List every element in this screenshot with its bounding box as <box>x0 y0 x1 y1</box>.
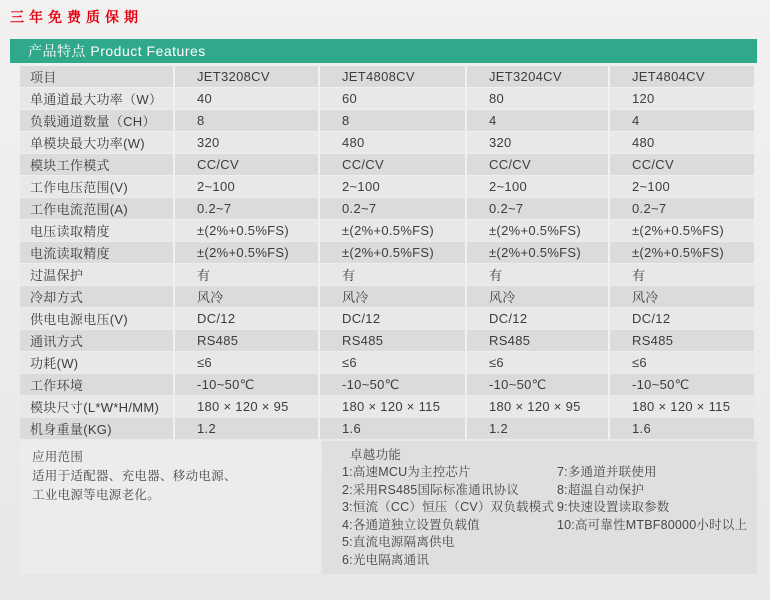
spec-cell-label: 功耗(W) <box>30 356 79 371</box>
application-title: 应用范围 <box>32 450 84 464</box>
spec-cell-label: 负载通道数量（CH） <box>30 114 156 129</box>
spec-cell-value: 320 <box>173 132 318 153</box>
spec-cell-value: 风冷 <box>318 286 465 307</box>
spec-cell-label: 项目 <box>30 70 57 85</box>
spec-cell-value: JET3204CV <box>465 66 608 87</box>
spec-cell-value: ±(2%+0.5%FS) <box>465 242 608 263</box>
spec-cell-value: 2~100 <box>608 176 754 197</box>
spec-cell-label: 通讯方式 <box>30 334 84 349</box>
spec-cell-value: 480 <box>608 132 754 153</box>
table-row <box>20 396 754 417</box>
spec-cell-value: 有 <box>465 264 608 285</box>
feature-item: 8:超温自动保护 <box>557 482 645 497</box>
table-header-row <box>20 66 754 87</box>
spec-cell-value: 180 × 120 × 115 <box>318 396 465 417</box>
spec-cell-value: 有 <box>173 264 318 285</box>
spec-cell-value: 2~100 <box>173 176 318 197</box>
spec-cell-value: 1.6 <box>608 418 754 439</box>
application-line-1: 适用于适配器、充电器、移动电源、 <box>32 469 237 483</box>
spec-cell-value: 4 <box>608 110 754 131</box>
table-row <box>20 154 754 175</box>
spec-cell-value: 8 <box>318 110 465 131</box>
table-row <box>20 330 754 351</box>
spec-cell-value: ±(2%+0.5%FS) <box>173 242 318 263</box>
table-row <box>20 264 754 285</box>
spec-cell-value: RS485 <box>608 330 754 351</box>
spec-cell-value: 0.2~7 <box>318 198 465 219</box>
spec-cell-value: 480 <box>318 132 465 153</box>
features-panel <box>322 441 757 574</box>
spec-cell-label: 电压读取精度 <box>30 224 110 239</box>
feature-item: 6:光电隔离通讯 <box>342 552 430 567</box>
spec-cell-value: 180 × 120 × 95 <box>173 396 318 417</box>
feature-item: 10:高可靠性MTBF80000小时以上 <box>557 517 748 532</box>
table-row <box>20 220 754 241</box>
spec-cell-value: 0.2~7 <box>465 198 608 219</box>
spec-cell-value: ≤6 <box>608 352 754 373</box>
spec-cell-value: ±(2%+0.5%FS) <box>318 220 465 241</box>
features-list-left <box>322 464 557 569</box>
table-row <box>20 242 754 263</box>
spec-cell-value: ±(2%+0.5%FS) <box>465 220 608 241</box>
spec-cell-value: 180 × 120 × 95 <box>465 396 608 417</box>
feature-item: 2:采用RS485国际标准通讯协议 <box>342 482 520 497</box>
feature-item: 7:多通道并联使用 <box>557 465 657 479</box>
spec-cell-value: ≤6 <box>173 352 318 373</box>
spec-cell-value: 风冷 <box>173 286 318 307</box>
spec-cell-value: CC/CV <box>465 154 608 175</box>
spec-cell-label: 单模块最大功率(W) <box>30 136 145 151</box>
spec-cell-label: 电流读取精度 <box>30 246 110 261</box>
spec-cell-value: JET3208CV <box>173 66 318 87</box>
spec-cell-value: 60 <box>318 88 465 109</box>
spec-cell-value: 2~100 <box>465 176 608 197</box>
spec-cell-value: ±(2%+0.5%FS) <box>608 242 754 263</box>
spec-cell-label: 过温保护 <box>30 268 84 283</box>
application-panel <box>20 441 320 574</box>
spec-cell-value: 0.2~7 <box>173 198 318 219</box>
table-row <box>20 374 754 395</box>
spec-cell-label: 模块尺寸(L*W*H/MM) <box>30 400 160 415</box>
spec-cell-value: -10~50℃ <box>608 374 754 395</box>
spec-cell-value: -10~50℃ <box>173 374 318 395</box>
spec-cell-label: 冷却方式 <box>30 290 84 305</box>
spec-cell-label: 工作电流范围(A) <box>30 202 129 217</box>
table-row <box>20 286 754 307</box>
spec-cell-value: ≤6 <box>318 352 465 373</box>
spec-cell-label: 模块工作模式 <box>30 158 110 173</box>
table-row <box>20 110 754 131</box>
spec-cell-value: JET4808CV <box>318 66 465 87</box>
spec-cell-value: RS485 <box>173 330 318 351</box>
spec-cell-value: RS485 <box>318 330 465 351</box>
spec-cell-value: 风冷 <box>608 286 754 307</box>
feature-item: 3:恒流（CC）恒压（CV）双负载模式 <box>342 500 555 514</box>
feature-item: 1:高速MCU为主控芯片 <box>342 465 471 479</box>
spec-cell-value: ±(2%+0.5%FS) <box>318 242 465 263</box>
table-row <box>20 88 754 109</box>
spec-cell-value: JET4804CV <box>608 66 754 87</box>
spec-cell-value: 1.2 <box>465 418 608 439</box>
spec-cell-value: 80 <box>465 88 608 109</box>
spec-cell-value: 320 <box>465 132 608 153</box>
spec-cell-value: DC/12 <box>173 308 318 329</box>
section-header-bar <box>10 39 757 63</box>
spec-cell-value: DC/12 <box>608 308 754 329</box>
features-list-right <box>557 464 747 569</box>
spec-cell-value: 8 <box>173 110 318 131</box>
spec-cell-value: CC/CV <box>608 154 754 175</box>
features-title: 卓越功能 <box>350 448 402 462</box>
spec-cell-value: -10~50℃ <box>465 374 608 395</box>
application-line-2: 工业电源等电源老化。 <box>32 488 161 502</box>
spec-table <box>20 66 754 440</box>
spec-cell-value: -10~50℃ <box>318 374 465 395</box>
spec-cell-value: ≤6 <box>465 352 608 373</box>
spec-cell-value: 2~100 <box>318 176 465 197</box>
warranty-title: 三年免费质保期 <box>10 9 143 25</box>
spec-cell-value: ±(2%+0.5%FS) <box>173 220 318 241</box>
spec-cell-value: 风冷 <box>465 286 608 307</box>
section-header-label: 产品特点 Product Features <box>28 43 206 59</box>
spec-cell-value: 有 <box>608 264 754 285</box>
spec-cell-value: 有 <box>318 264 465 285</box>
spec-cell-value: RS485 <box>465 330 608 351</box>
spec-cell-label: 机身重量(KG) <box>30 422 112 437</box>
spec-cell-value: DC/12 <box>465 308 608 329</box>
spec-cell-value: DC/12 <box>318 308 465 329</box>
table-row <box>20 132 754 153</box>
feature-item: 9:快速设置读取参数 <box>557 500 670 514</box>
spec-cell-value: 40 <box>173 88 318 109</box>
spec-cell-value: 0.2~7 <box>608 198 754 219</box>
spec-cell-label: 单通道最大功率（W） <box>30 92 163 107</box>
spec-cell-label: 供电电源电压(V) <box>30 312 129 327</box>
spec-cell-value: 120 <box>608 88 754 109</box>
table-row <box>20 308 754 329</box>
spec-cell-value: ±(2%+0.5%FS) <box>608 220 754 241</box>
feature-item: 4:各通道独立设置负载值 <box>342 517 480 532</box>
spec-cell-value: 180 × 120 × 115 <box>608 396 754 417</box>
spec-cell-value: CC/CV <box>318 154 465 175</box>
table-row <box>20 176 754 197</box>
table-row <box>20 198 754 219</box>
spec-cell-value: 4 <box>465 110 608 131</box>
spec-cell-value: 1.2 <box>173 418 318 439</box>
spec-cell-label: 工作环境 <box>30 378 84 393</box>
spec-cell-value: CC/CV <box>173 154 318 175</box>
spec-cell-value: 1.6 <box>318 418 465 439</box>
table-row <box>20 418 754 439</box>
feature-item: 5:直流电源隔离供电 <box>342 535 455 549</box>
table-row <box>20 352 754 373</box>
spec-cell-label: 工作电压范围(V) <box>30 180 129 195</box>
